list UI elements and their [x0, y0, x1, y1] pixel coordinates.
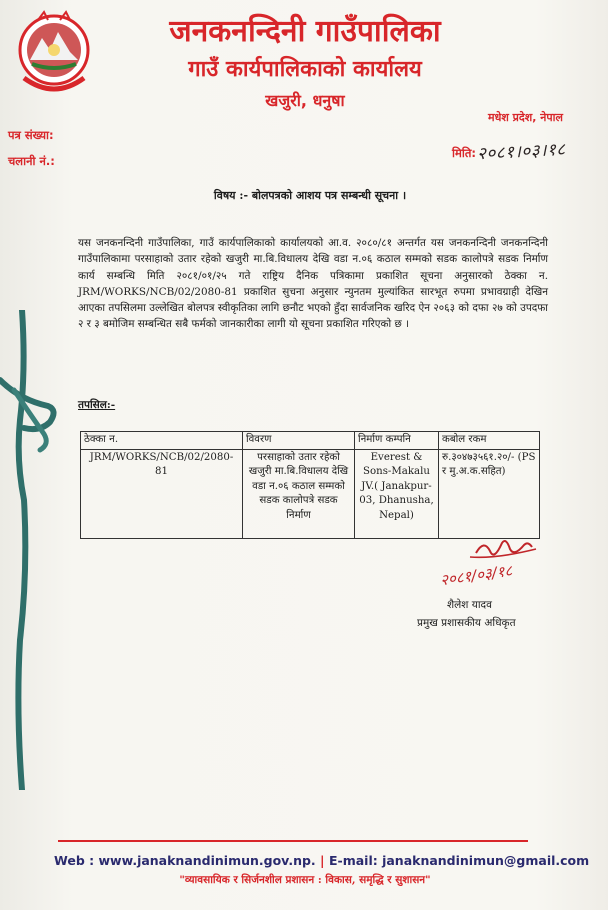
dispatch-no-label: चलानी नं.:	[8, 154, 55, 168]
footer-motto: "व्यावसायिक र सिर्जनशील प्रशासन : विकास, समृद्धि र सुशासन"	[179, 874, 431, 886]
header-contractor: निर्माण कम्पनि	[355, 432, 439, 450]
details-label: तपसिल:-	[78, 399, 116, 411]
footer-website: Web : www.janaknandinimun.gov.np.	[54, 853, 316, 868]
header-contract-no: ठेक्का न.	[81, 432, 243, 450]
signature-date: २०८१/०३/१८	[439, 561, 514, 590]
cell-description: परसाहाको उतार रहेको खजुरी मा.बि.विधालय देखि वडा न.०६ कठाल सम्मको सडक कालोपत्रे सडक निर्माण	[243, 449, 355, 538]
file-string	[0, 310, 60, 790]
subject-line: विषय :- बोलपत्रको आशय पत्र सम्बन्धी सूचना ।	[213, 189, 407, 202]
signature-mark	[436, 535, 546, 591]
date-label: मिति:	[452, 146, 476, 160]
signer-name: शैलेश यादव	[447, 599, 492, 611]
footer-rule	[58, 840, 528, 842]
province-label: मधेश प्रदेश, नेपाल	[488, 111, 563, 124]
header-bid-amount: कबोल रकम	[439, 432, 540, 450]
office-location: खजुरी, धनुषा	[265, 91, 345, 110]
date-value: २०८१।०३।१८	[476, 139, 567, 165]
cell-contractor: Everest & Sons-Makalu JV.( Janakpur-03, Dhanusha, Nepal)	[355, 449, 439, 538]
office-name: गाउँ कार्यपालिकाको कार्यालय	[188, 57, 422, 82]
signer-title: प्रमुख प्रशासकीय अधिकृत	[417, 617, 516, 629]
nepal-emblem-icon	[14, 8, 94, 104]
org-name: जनकनन्दिनी गाउँपालिका	[169, 14, 441, 49]
notice-body: यस जनकनन्दिनी गाउँपालिका, गाउँ कार्यपालिकाको कार्यालयको आ.व. २०८०/८१ अन्तर्गत यस जनकनन्दिनी जनकनन्दिनी गाउँपालिकामा परसाहाको उतार रहेको खजुरी मा.बि.विधालय देखि वडा न.०६ कठाल सम्मको सडक कालोपत्रे सडक निर्माण कार्य सम्बन्धि मिति २०८१/०१/२५ गते राष्ट्रिय दैनिक पत्रिकामा प्रकाशित सूचना अनुसारको ठेक्का न. JRM/WORKS/NCB/02/2080-81 प्रकाशित सुचना अनुसार न्युनतम मुल्यांकित सारभूत रुपमा प्रभावग्राही देखिन आएका तपसिलमा उल्लेखित बोलपत्र स्वीकृतिका लागि छनौट भएको हुँदा सार्वजनिक खरिद ऐन २०६३ को दफा २७ को उपदफा २ र ३ बमोजिम सम्बन्धित सबै फर्मको जानकारीका लागी यो सूचना प्रकाशित गरिएको छ ।	[78, 237, 548, 331]
letter-no-label: पत्र संख्या:	[8, 128, 54, 142]
footer-separator: |	[320, 853, 325, 868]
footer-contact	[54, 853, 590, 868]
header-description: विवरण	[243, 432, 355, 450]
cell-bid-amount: रु.३०४७३५६१.२०/- (PS र मु.अ.क.सहित)	[439, 449, 540, 538]
table-header-row	[81, 432, 540, 450]
footer-email: E-mail: janaknandinimun@gmail.com	[328, 853, 590, 868]
tender-table	[80, 431, 540, 539]
cell-contract-no: JRM/WORKS/NCB/02/2080-81	[81, 449, 243, 538]
table-row	[81, 449, 540, 538]
